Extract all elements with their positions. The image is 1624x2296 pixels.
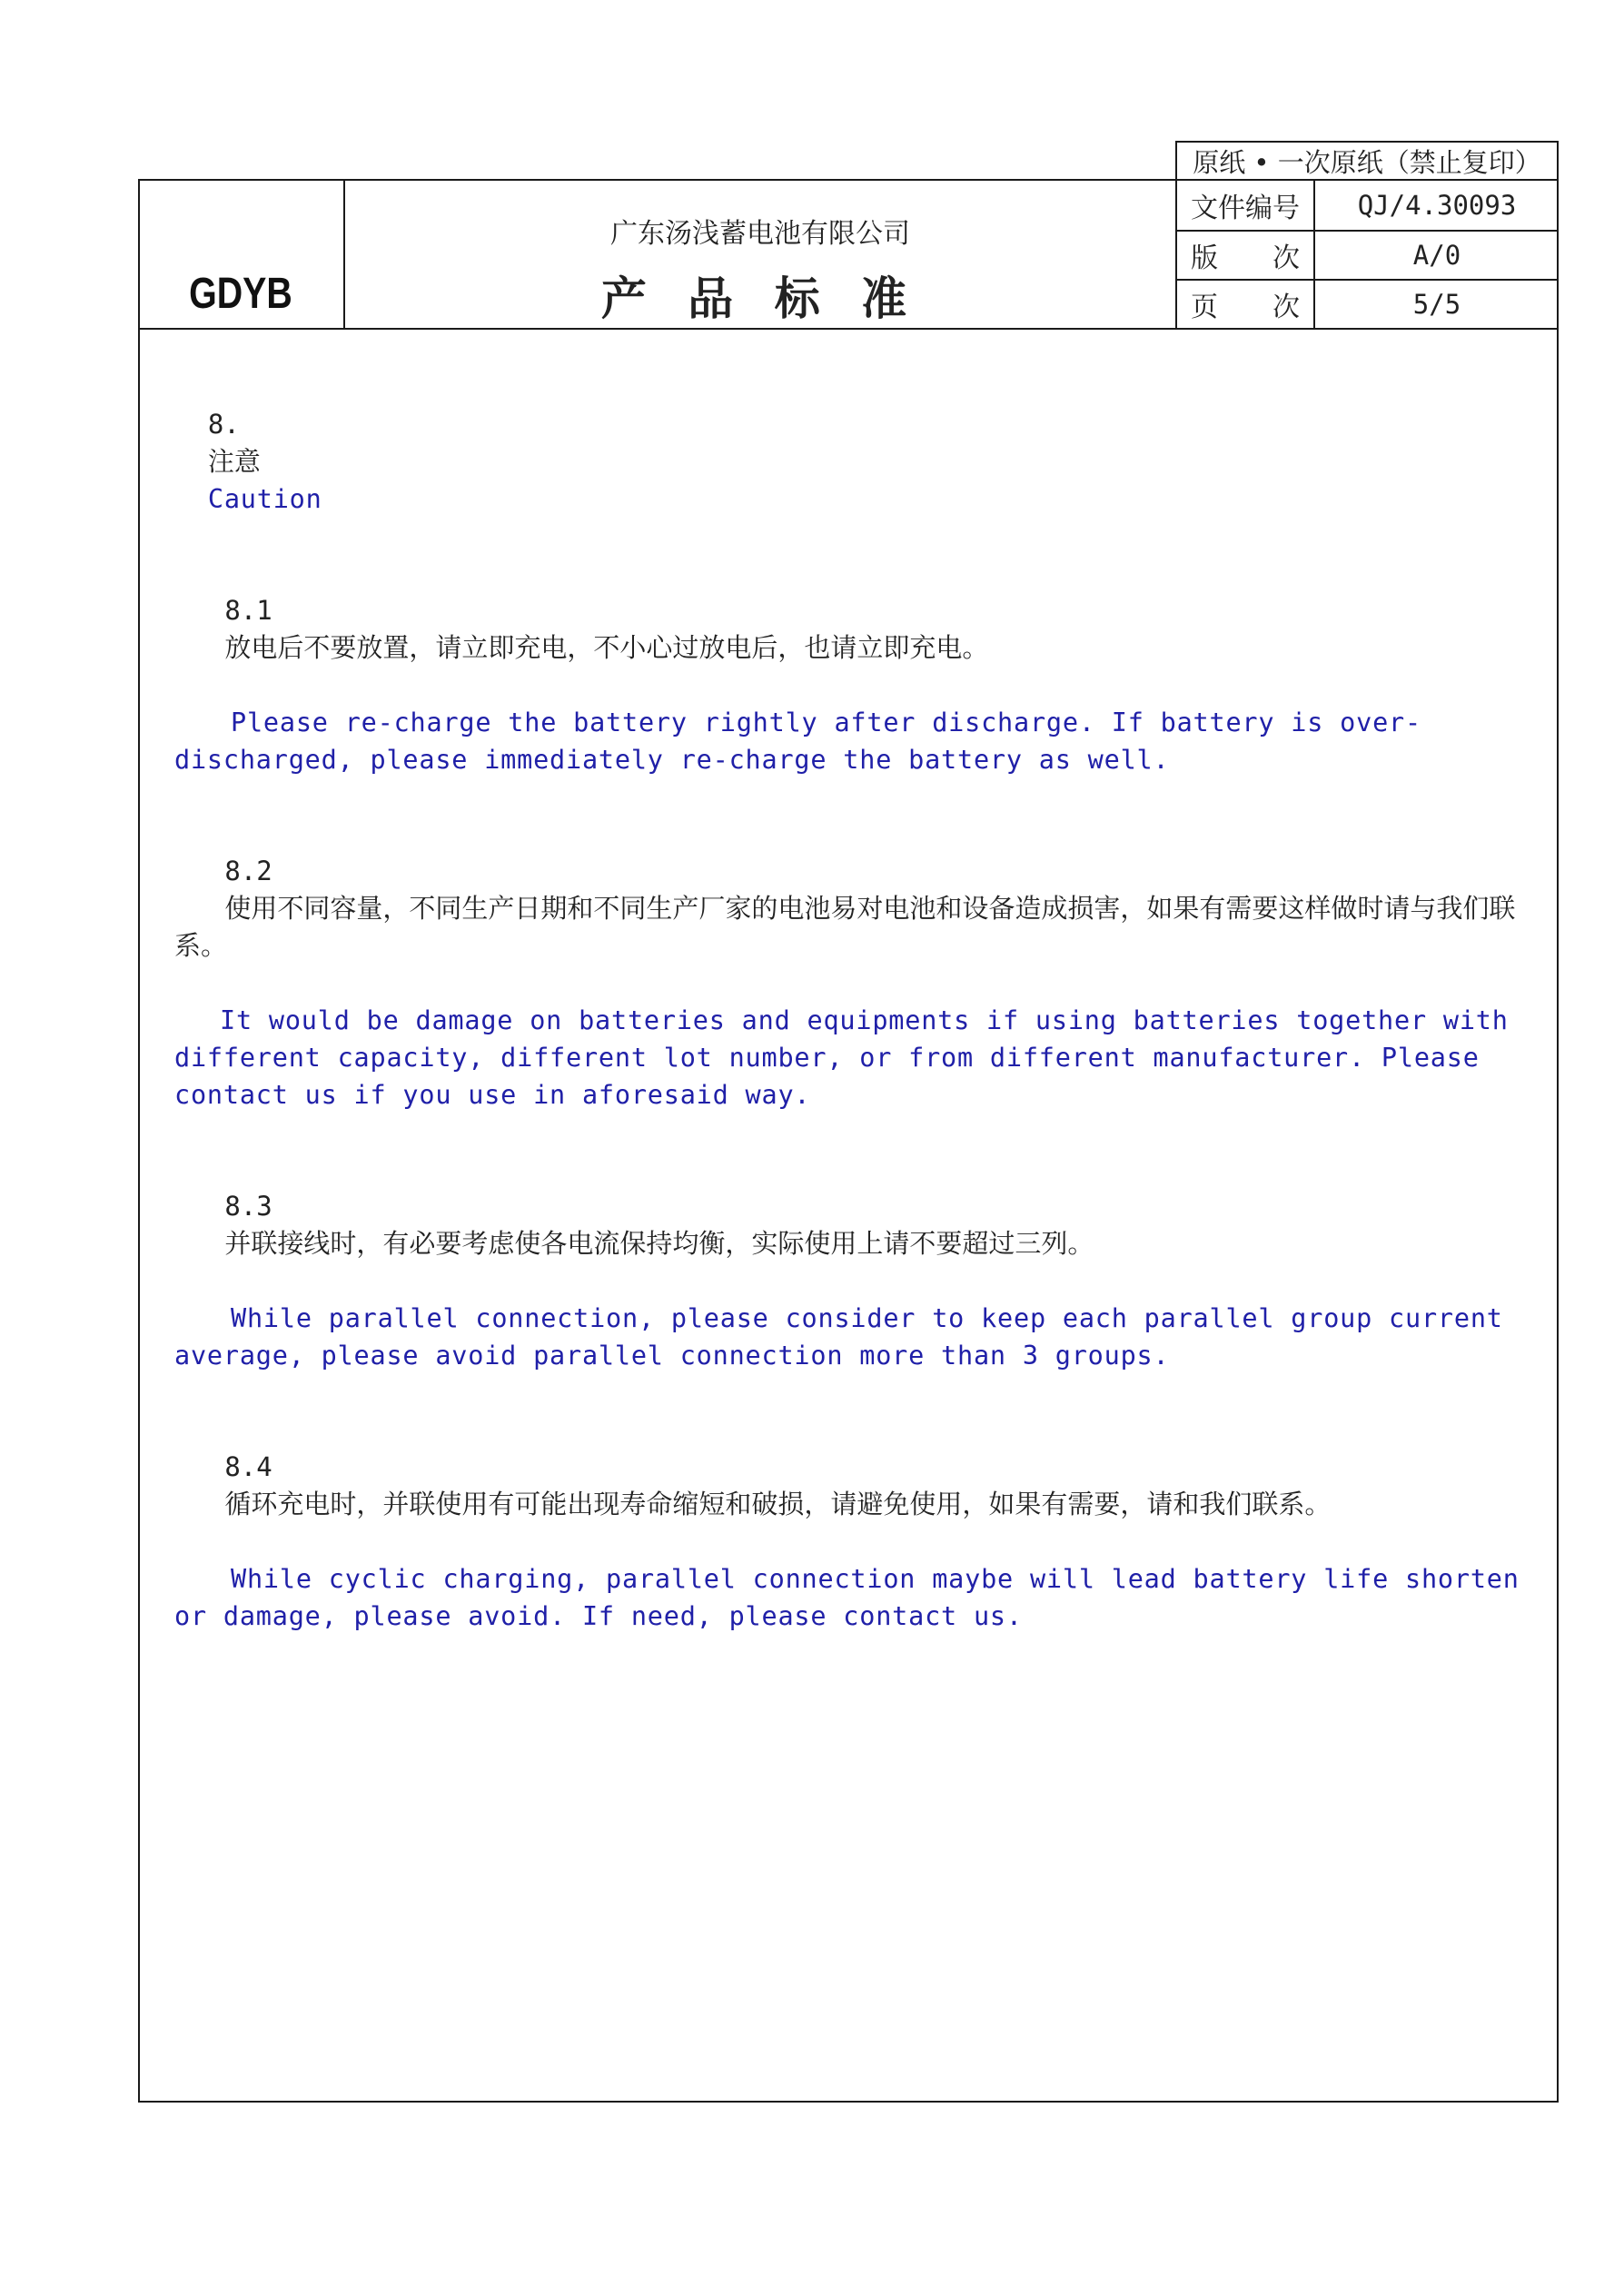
item-text-cn: 循环充电时，并联使用有可能出现寿命缩短和破损，请避免使用，如果有需要，请和我们联系。 xyxy=(224,1489,1332,1519)
item-number: 8.2 xyxy=(224,856,272,886)
page-value: 5/5 xyxy=(1412,289,1461,320)
item-text-cn: 并联接线时，有必要考虑使各电流保持均衡，实际使用上请不要超过三列。 xyxy=(224,1228,1094,1259)
item-number: 8.4 xyxy=(224,1451,272,1482)
caution-item xyxy=(174,1411,1555,1635)
header-bottom-rule xyxy=(138,328,1559,330)
caution-item xyxy=(174,816,1555,1113)
file-number-label: 文件编号 xyxy=(1191,193,1300,224)
item-text-cn: 放电后不要放置，请立即充电，不小心过放电后，也请立即充电。 xyxy=(224,632,989,663)
item-text-en: While cyclic charging, parallel connection maybe will lead battery life shorten or damage, please avoid. If need, please contact us. xyxy=(174,1564,1536,1631)
section-number: 8. xyxy=(207,409,240,440)
item-number: 8.3 xyxy=(224,1191,272,1222)
item-text-en: While parallel connection, please consider to keep each parallel group current average, please avoid parallel connection more than 3 groups. xyxy=(174,1303,1520,1371)
item-text-cn: 使用不同容量，不同生产日期和不同生产厂家的电池易对电池和设备造成损害，如果有需要这样做时请与我们联系。 xyxy=(174,893,1516,961)
caution-item xyxy=(174,1151,1555,1374)
document-body xyxy=(174,369,1555,1672)
company-name: 广东汤浅蓄电池有限公司 xyxy=(610,218,910,250)
item-text-en: It would be damage on batteries and equipments if using batteries together with different capacity, different lot number, or from different manufacturer. Please contact us if you use in aforesaid way. xyxy=(174,1005,1525,1110)
section-title-cn: 注意 xyxy=(207,446,261,477)
item-text-en: Please re-charge the battery rightly after discharge. If battery is over-discharged, please immediately re-charge the battery as well. xyxy=(174,708,1421,775)
section-heading xyxy=(174,369,1555,555)
file-number-value: QJ/4.30093 xyxy=(1357,190,1517,221)
item-number: 8.1 xyxy=(224,595,272,626)
page-label: 页 次 xyxy=(1191,292,1300,323)
company-logo: GDYB xyxy=(189,269,292,318)
section-title-en: Caution xyxy=(207,484,322,514)
edition-value: A/0 xyxy=(1412,240,1461,271)
original-copy-note: 原纸 • 一次原纸（禁止复印） xyxy=(1193,146,1541,178)
document-title: 产 品 标 准 xyxy=(600,272,920,325)
caution-item xyxy=(174,555,1555,778)
edition-label: 版 次 xyxy=(1191,242,1300,274)
